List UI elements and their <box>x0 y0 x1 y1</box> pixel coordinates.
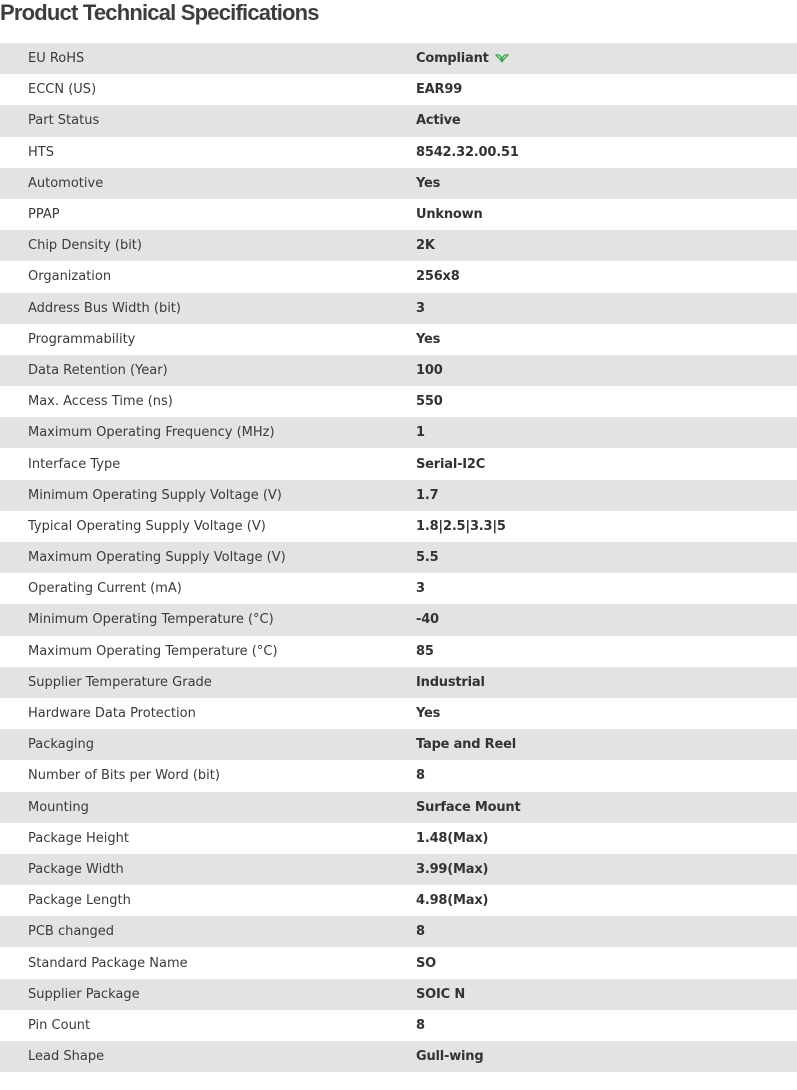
spec-value-text: 8542.32.00.51 <box>416 144 519 160</box>
spec-label: EU RoHS <box>28 51 85 67</box>
spec-value <box>416 355 797 386</box>
spec-row <box>0 979 797 1010</box>
spec-table-body <box>0 43 797 1072</box>
spec-value-text: 3 <box>416 300 425 316</box>
spec-value-text: Serial-I2C <box>416 456 486 472</box>
spec-label: Maximum Operating Temperature (°C) <box>28 643 278 659</box>
spec-value-text: 256x8 <box>416 269 460 285</box>
spec-value <box>416 43 797 74</box>
spec-value-text: 8 <box>416 1017 425 1033</box>
spec-value <box>416 885 797 916</box>
spec-label: Supplier Temperature Grade <box>28 674 212 690</box>
spec-value <box>416 667 797 698</box>
spec-value-text: Yes <box>416 175 441 191</box>
spec-value-text: SOIC N <box>416 986 465 1002</box>
spec-value <box>416 105 797 136</box>
spec-value-text: -40 <box>416 612 439 628</box>
spec-label: Number of Bits per Word (bit) <box>28 768 220 784</box>
spec-row <box>0 542 797 573</box>
spec-value <box>416 1041 797 1072</box>
spec-value <box>416 979 797 1010</box>
spec-row <box>0 760 797 791</box>
spec-value <box>416 74 797 105</box>
spec-label: Chip Density (bit) <box>28 238 142 254</box>
spec-label: Standard Package Name <box>28 955 188 971</box>
spec-label: Max. Access Time (ns) <box>28 394 173 410</box>
spec-label: Interface Type <box>28 456 121 472</box>
spec-label: Supplier Package <box>28 986 140 1002</box>
spec-label: Typical Operating Supply Voltage (V) <box>28 518 266 534</box>
spec-value <box>416 480 797 511</box>
spec-value <box>416 293 797 324</box>
spec-label: Packaging <box>28 737 94 753</box>
spec-label: Address Bus Width (bit) <box>28 300 181 316</box>
spec-value <box>416 417 797 448</box>
spec-label: Package Length <box>28 893 131 909</box>
spec-value-text: EAR99 <box>416 82 463 98</box>
spec-value-text: 4.98(Max) <box>416 893 489 909</box>
spec-row <box>0 355 797 386</box>
spec-label: PPAP <box>28 207 60 223</box>
spec-value-text: Industrial <box>416 674 485 690</box>
spec-row <box>0 137 797 168</box>
spec-table <box>0 43 797 1072</box>
spec-row <box>0 792 797 823</box>
spec-label: Maximum Operating Frequency (MHz) <box>28 425 275 441</box>
spec-row <box>0 1041 797 1072</box>
spec-row <box>0 74 797 105</box>
page-title: Product Technical Specifications <box>0 0 319 25</box>
spec-row <box>0 511 797 542</box>
spec-row <box>0 105 797 136</box>
spec-value <box>416 760 797 791</box>
spec-value-text: Active <box>416 113 461 129</box>
spec-value <box>416 573 797 604</box>
spec-value <box>416 823 797 854</box>
spec-label: HTS <box>28 144 54 160</box>
spec-value <box>416 230 797 261</box>
spec-value-text: 100 <box>416 362 443 378</box>
spec-label: PCB changed <box>28 924 115 940</box>
spec-row <box>0 230 797 261</box>
spec-value-text: Unknown <box>416 207 483 223</box>
spec-label: Part Status <box>28 113 100 129</box>
spec-label: Minimum Operating Supply Voltage (V) <box>28 487 282 503</box>
spec-value-text: 1.8|2.5|3.3|5 <box>416 518 506 534</box>
spec-value <box>416 792 797 823</box>
spec-label: Data Retention (Year) <box>28 362 168 378</box>
spec-label: ECCN (US) <box>28 82 97 98</box>
spec-value <box>416 261 797 292</box>
spec-label: Hardware Data Protection <box>28 706 196 722</box>
spec-row <box>0 885 797 916</box>
spec-value-text: SO <box>416 955 437 971</box>
spec-value-text: 1.48(Max) <box>416 830 489 846</box>
spec-value <box>416 604 797 635</box>
spec-value <box>416 511 797 542</box>
spec-value-text: 550 <box>416 394 443 410</box>
spec-value <box>416 168 797 199</box>
spec-row <box>0 823 797 854</box>
spec-value-text: 1.7 <box>416 487 439 503</box>
spec-label: Automotive <box>28 175 104 191</box>
spec-row <box>0 573 797 604</box>
spec-label: Organization <box>28 269 112 285</box>
spec-value-text: Yes <box>416 706 441 722</box>
spec-value-text: 85 <box>416 643 434 659</box>
spec-row <box>0 854 797 885</box>
spec-label: Lead Shape <box>28 1049 105 1065</box>
spec-label: Operating Current (mA) <box>28 581 182 597</box>
spec-row <box>0 947 797 978</box>
spec-row <box>0 729 797 760</box>
spec-label: Package Height <box>28 830 129 846</box>
spec-value-text: 8 <box>416 768 425 784</box>
spec-value <box>416 448 797 479</box>
spec-row <box>0 604 797 635</box>
spec-label: Mounting <box>28 799 89 815</box>
leaf-icon <box>495 53 509 63</box>
spec-value <box>416 386 797 417</box>
spec-value-text: 3.99(Max) <box>416 861 489 877</box>
spec-row <box>0 386 797 417</box>
spec-value <box>416 947 797 978</box>
spec-row <box>0 916 797 947</box>
spec-row <box>0 261 797 292</box>
spec-row <box>0 667 797 698</box>
spec-row <box>0 698 797 729</box>
spec-row <box>0 636 797 667</box>
spec-row <box>0 43 797 74</box>
spec-label: Minimum Operating Temperature (°C) <box>28 612 274 628</box>
spec-label: Package Width <box>28 861 124 877</box>
spec-row <box>0 480 797 511</box>
spec-value-text: Compliant <box>416 51 489 67</box>
spec-value <box>416 1010 797 1041</box>
spec-value <box>416 542 797 573</box>
spec-value-text: 8 <box>416 924 425 940</box>
spec-value-text: 2K <box>416 238 435 254</box>
spec-value-text: Tape and Reel <box>416 737 516 753</box>
spec-value <box>416 199 797 230</box>
spec-value <box>416 729 797 760</box>
spec-row <box>0 448 797 479</box>
spec-row <box>0 417 797 448</box>
spec-row <box>0 324 797 355</box>
spec-row <box>0 199 797 230</box>
spec-value-text: 1 <box>416 425 425 441</box>
spec-row <box>0 168 797 199</box>
spec-value-text: 3 <box>416 581 425 597</box>
spec-value <box>416 636 797 667</box>
spec-label: Maximum Operating Supply Voltage (V) <box>28 550 286 566</box>
spec-value <box>416 137 797 168</box>
spec-value <box>416 324 797 355</box>
spec-label: Pin Count <box>28 1017 91 1033</box>
spec-label: Programmability <box>28 331 136 347</box>
spec-value-text: Surface Mount <box>416 799 521 815</box>
spec-value <box>416 916 797 947</box>
spec-row <box>0 293 797 324</box>
spec-value-text: Gull-wing <box>416 1049 484 1065</box>
spec-value <box>416 698 797 729</box>
spec-value <box>416 854 797 885</box>
spec-value-text: Yes <box>416 331 441 347</box>
spec-value-text: 5.5 <box>416 550 439 566</box>
spec-row <box>0 1010 797 1041</box>
